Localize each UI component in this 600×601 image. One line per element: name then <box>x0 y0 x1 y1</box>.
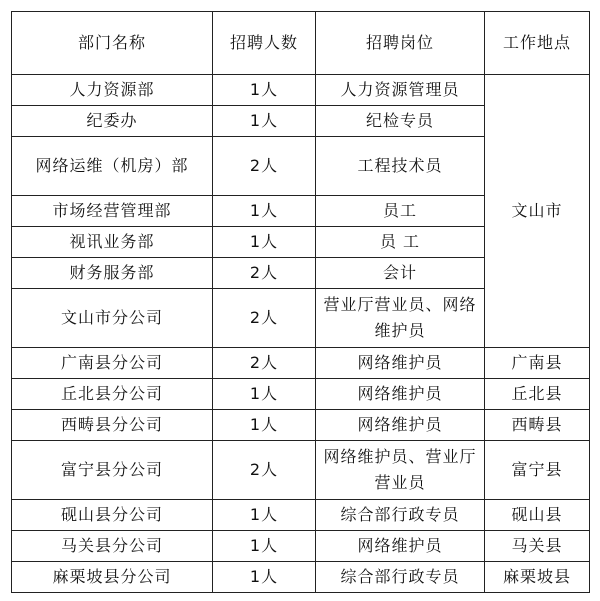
cell-position: 工程技术员 <box>316 137 485 196</box>
cell-headcount: 2人 <box>213 348 316 379</box>
cell-headcount: 2人 <box>213 137 316 196</box>
cell-headcount: 1人 <box>213 531 316 562</box>
table-row <box>12 562 590 593</box>
cell-headcount: 2人 <box>213 441 316 500</box>
cell-department: 视讯业务部 <box>12 227 213 258</box>
cell-headcount: 1人 <box>213 106 316 137</box>
header-location: 工作地点 <box>485 12 590 75</box>
cell-department: 市场经营管理部 <box>12 196 213 227</box>
cell-location-merged: 文山市 <box>485 75 590 348</box>
cell-headcount: 1人 <box>213 75 316 106</box>
cell-department: 人力资源部 <box>12 75 213 106</box>
cell-headcount: 1人 <box>213 227 316 258</box>
cell-department: 财务服务部 <box>12 258 213 289</box>
table-header-row <box>12 12 590 75</box>
cell-location: 丘北县 <box>485 379 590 410</box>
header-department: 部门名称 <box>12 12 213 75</box>
cell-department: 网络运维（机房）部 <box>12 137 213 196</box>
cell-headcount: 2人 <box>213 258 316 289</box>
cell-position: 员 工 <box>316 227 485 258</box>
table-row <box>12 410 590 441</box>
table-row <box>12 75 590 106</box>
cell-position: 综合部行政专员 <box>316 500 485 531</box>
cell-position: 网络维护员 <box>316 531 485 562</box>
cell-department: 马关县分公司 <box>12 531 213 562</box>
table-row <box>12 500 590 531</box>
cell-headcount: 2人 <box>213 289 316 348</box>
cell-location: 马关县 <box>485 531 590 562</box>
table-row <box>12 531 590 562</box>
cell-position: 网络维护员 <box>316 410 485 441</box>
cell-position: 人力资源管理员 <box>316 75 485 106</box>
cell-department: 砚山县分公司 <box>12 500 213 531</box>
cell-position: 网络维护员、营业厅营业员 <box>316 441 485 500</box>
recruitment-table <box>11 11 590 593</box>
cell-position: 营业厅营业员、网络维护员 <box>316 289 485 348</box>
cell-position: 员工 <box>316 196 485 227</box>
cell-department: 纪委办 <box>12 106 213 137</box>
cell-department: 文山市分公司 <box>12 289 213 348</box>
header-position: 招聘岗位 <box>316 12 485 75</box>
cell-location: 西畴县 <box>485 410 590 441</box>
cell-headcount: 1人 <box>213 196 316 227</box>
cell-department: 广南县分公司 <box>12 348 213 379</box>
cell-headcount: 1人 <box>213 379 316 410</box>
cell-location: 麻栗坡县 <box>485 562 590 593</box>
header-headcount: 招聘人数 <box>213 12 316 75</box>
cell-headcount: 1人 <box>213 410 316 441</box>
cell-department: 西畴县分公司 <box>12 410 213 441</box>
table-row <box>12 441 590 500</box>
cell-department: 富宁县分公司 <box>12 441 213 500</box>
cell-position: 会计 <box>316 258 485 289</box>
cell-headcount: 1人 <box>213 500 316 531</box>
cell-position: 纪检专员 <box>316 106 485 137</box>
cell-headcount: 1人 <box>213 562 316 593</box>
recruitment-table-wrapper <box>11 11 590 593</box>
cell-position: 网络维护员 <box>316 348 485 379</box>
cell-location: 富宁县 <box>485 441 590 500</box>
cell-department: 丘北县分公司 <box>12 379 213 410</box>
cell-position: 综合部行政专员 <box>316 562 485 593</box>
table-row <box>12 379 590 410</box>
cell-location: 广南县 <box>485 348 590 379</box>
table-row <box>12 348 590 379</box>
cell-location: 砚山县 <box>485 500 590 531</box>
cell-position: 网络维护员 <box>316 379 485 410</box>
cell-department: 麻栗坡县分公司 <box>12 562 213 593</box>
